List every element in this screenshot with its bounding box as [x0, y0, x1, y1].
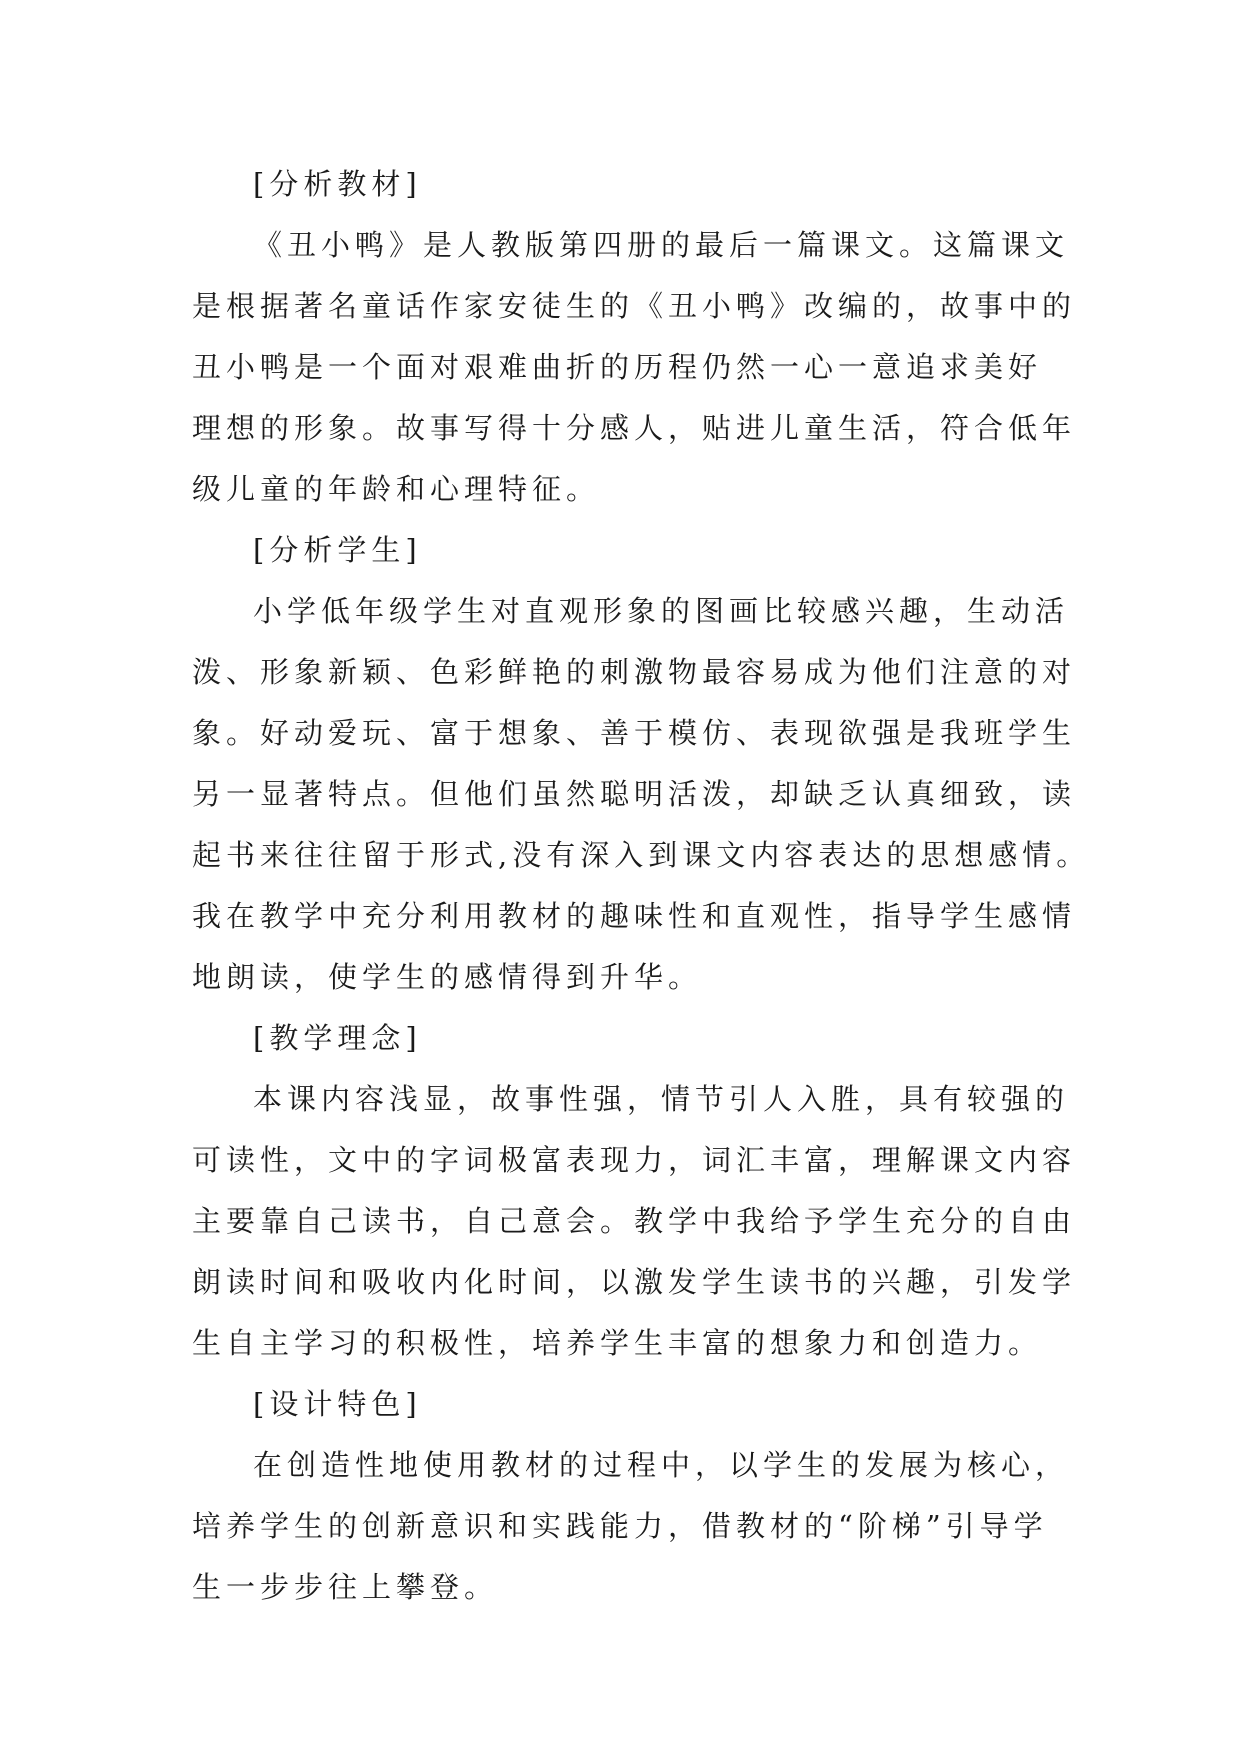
section-design-features [192, 1374, 1070, 1618]
paragraph-line: 级儿童的年龄和心理特征。 [192, 472, 601, 506]
section-analysis-students [192, 520, 1091, 1008]
paragraph-line: 理想的形象。故事写得十分感人，贴进儿童生活，符合低年 [192, 411, 1077, 445]
paragraph-line: 我在教学中充分利用教材的趣味性和直观性，指导学生感情 [192, 899, 1077, 933]
paragraph-line: 可读性，文中的字词极富表现力，词汇丰富，理解课文内容 [192, 1143, 1077, 1177]
paragraph-line: 另一显著特点。但他们虽然聪明活泼，却缺乏认真细致，读 [192, 777, 1077, 811]
section-heading: [设计特色] [253, 1387, 422, 1421]
paragraph-line: 象。好动爱玩、富于想象、善于模仿、表现欲强是我班学生 [192, 716, 1077, 750]
paragraph-line: 培养学生的创新意识和实践能力，借教材的“阶梯”引导学 [192, 1509, 1048, 1543]
section-teaching-philosophy [192, 1008, 1077, 1374]
paragraph-line: 地朗读，使学生的感情得到升华。 [192, 960, 703, 994]
paragraph-line: 生一步步往上攀登。 [192, 1570, 499, 1604]
paragraph-line: 主要靠自己读书，自己意会。教学中我给予学生充分的自由 [192, 1204, 1077, 1238]
document-body [192, 154, 1091, 1618]
paragraph-line: 泼、形象新颖、色彩鲜艳的刺激物最容易成为他们注意的对 [192, 655, 1077, 689]
paragraph-line: 本课内容浅显，故事性强，情节引人入胜，具有较强的 [253, 1082, 1070, 1116]
paragraph-line: 生自主学习的积极性，培养学生丰富的想象力和创造力。 [192, 1326, 1043, 1360]
paragraph-line: 小学低年级学生对直观形象的图画比较感兴趣，生动活 [253, 594, 1070, 628]
section-analysis-textbook [192, 154, 1077, 520]
paragraph-line: 朗读时间和吸收内化时间，以激发学生读书的兴趣，引发学 [192, 1265, 1077, 1299]
paragraph-line: 《丑小鸭》是人教版第四册的最后一篇课文。这篇课文 [253, 228, 1070, 262]
section-heading: [分析学生] [253, 533, 422, 567]
paragraph-line: 是根据著名童话作家安徒生的《丑小鸭》改编的，故事中的 [192, 289, 1077, 323]
paragraph-line: 丑小鸭是一个面对艰难曲折的历程仍然一心一意追求美好 [192, 350, 1043, 384]
section-heading: [教学理念] [253, 1021, 422, 1055]
section-heading: [分析教材] [253, 167, 422, 201]
paragraph-line: 起书来往往留于形式,没有深入到课文内容表达的思想感情。 [192, 838, 1091, 872]
paragraph-line: 在创造性地使用教材的过程中，以学生的发展为核心， [253, 1448, 1070, 1482]
